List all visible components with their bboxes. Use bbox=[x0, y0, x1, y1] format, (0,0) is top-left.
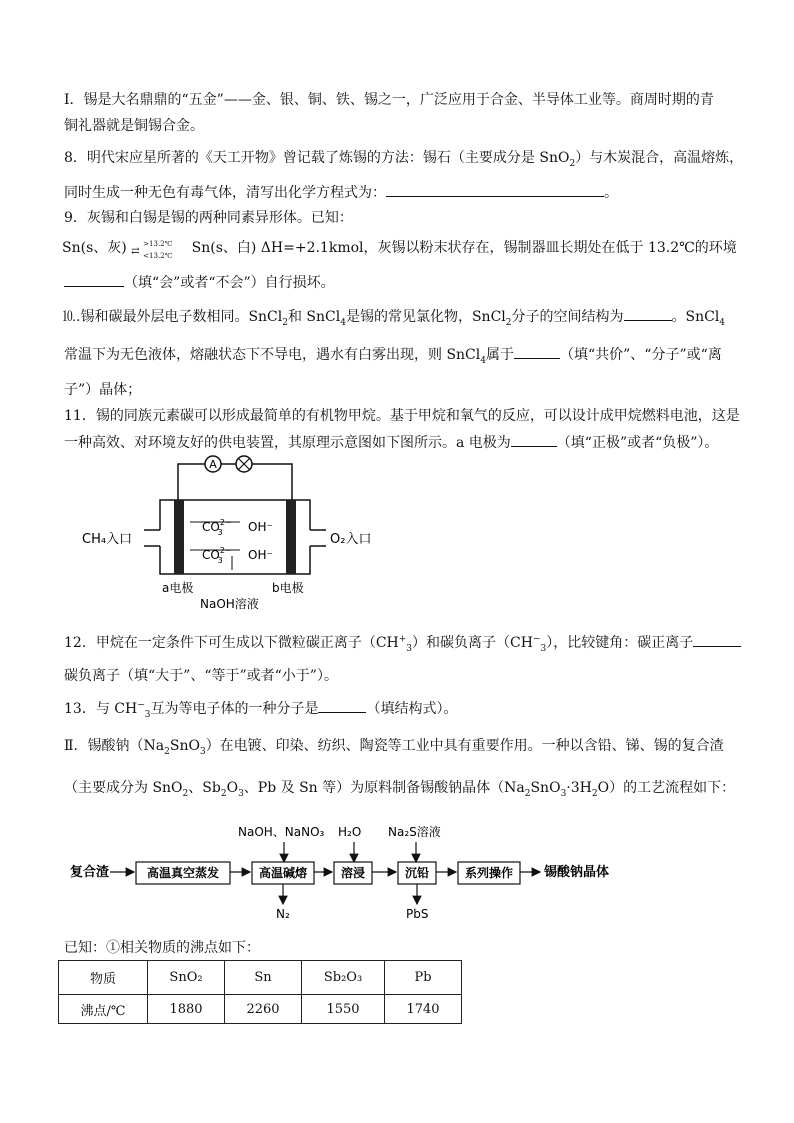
byproduct-n2: N₂ bbox=[276, 907, 290, 921]
subscript: 2 bbox=[569, 158, 576, 169]
circuit-wire-right bbox=[252, 464, 292, 500]
ion-oh-2: OH⁻ bbox=[248, 548, 273, 562]
q9-text: （填“会”或者“不会”）自行损坏。 bbox=[124, 275, 335, 291]
table-cell: SnO₂ bbox=[148, 961, 225, 995]
subscript: 3 bbox=[144, 709, 151, 720]
process-flow-diagram bbox=[66, 818, 666, 926]
q11-text: 一种高效、对环境友好的供电装置，其原理示意图如下图所示。a 电极为 bbox=[64, 435, 511, 451]
q12-line1 bbox=[64, 634, 741, 654]
q10-text: 是锡的常见氯化物，SnCl bbox=[345, 309, 506, 325]
answer-blank[interactable] bbox=[624, 308, 672, 321]
subscript: 2 bbox=[591, 788, 598, 799]
step5-label: 系列操作 bbox=[464, 866, 514, 880]
table-cell: 沸点/℃ bbox=[59, 995, 148, 1024]
fuel-cell-diagram bbox=[80, 452, 380, 612]
q12-text: ），比较键角：碳正离子 bbox=[546, 635, 694, 651]
byproduct-pbs: PbS bbox=[406, 907, 429, 921]
solution-label: NaOH溶液 bbox=[200, 597, 259, 611]
q10-text: 分子的空间结构为 bbox=[511, 309, 624, 325]
q11-text: （填“正极”或者“负极”）。 bbox=[556, 435, 719, 451]
answer-blank[interactable] bbox=[386, 184, 604, 197]
table-cell: 1880 bbox=[148, 995, 225, 1024]
subscript: 3 bbox=[199, 746, 206, 757]
flow-input: 复合渣 bbox=[70, 865, 110, 880]
section2-text: O bbox=[226, 780, 239, 796]
q10-text: （填“共价”、“分子”或“离 bbox=[559, 347, 722, 363]
q11-line2 bbox=[64, 434, 718, 451]
q9-line3 bbox=[64, 274, 335, 291]
reagent-water: H₂O bbox=[338, 825, 362, 839]
section2-text: 、Pb 及 Sn 等）为原料制备锡酸钠晶体（Na bbox=[243, 780, 525, 796]
q12-line2: 碳负离子（填“大于”、“等于”或者“小于”）。 bbox=[64, 668, 338, 684]
subscript: 3 bbox=[238, 788, 244, 799]
section2-text: SnO bbox=[169, 738, 200, 754]
q8-text: 同时生成一种无色有毒气体，清写出化学方程式为： bbox=[64, 185, 386, 201]
q10-text: 属于 bbox=[485, 347, 514, 363]
subscript: 3 bbox=[560, 788, 567, 799]
section2-text: Ⅱ．锡酸钠（Na bbox=[64, 738, 165, 754]
q8-text: 。 bbox=[604, 185, 618, 201]
section2-line2 bbox=[64, 780, 736, 799]
section1-line2: 铜礼器就是铜锡合金。 bbox=[64, 118, 204, 134]
q12-text: 12．甲烷在一定条件下可生成以下微粒碳正离子（CH bbox=[64, 635, 399, 651]
q10-line1 bbox=[62, 308, 726, 328]
known-label: 已知：①相关物质的沸点如下： bbox=[64, 940, 260, 956]
subscript: 4 bbox=[480, 355, 486, 366]
section2-text: 、Sb bbox=[188, 780, 221, 796]
electrode-a bbox=[174, 500, 184, 574]
superscript: + bbox=[398, 634, 407, 645]
ch4-inlet-label: CH₄入口 bbox=[82, 532, 133, 547]
subscript: 4 bbox=[719, 317, 726, 328]
o2-inlet-label: O₂入口 bbox=[330, 532, 372, 547]
q13-text: （填结构式）。 bbox=[366, 701, 458, 717]
q11-line1: 11．锡的同族元素碳可以形成最简单的有机物甲烷。基于甲烷和氧气的反应，可以设计成甲烷燃料电池，这是 bbox=[64, 408, 740, 424]
condition-bottom: <13.2℃ bbox=[143, 252, 173, 260]
q10-text: ⒑.锡和碳最外层电子数相同。SnCl bbox=[62, 309, 283, 325]
table-cell: 1550 bbox=[302, 995, 385, 1024]
ion-co3-1: $CO^{2-}$ 3 bbox=[202, 518, 232, 537]
table-header-row bbox=[59, 961, 462, 995]
q8-text: 8．明代宋应星所著的《天工开物》曾记载了炼锡的方法：锡石（主要成分是 SnO bbox=[64, 150, 570, 166]
superscript: − bbox=[532, 634, 541, 645]
q10-text: 常温下为无色液体，熔融状态下不导电，遇水有白雾出现，则 SnCl bbox=[64, 347, 481, 363]
equilibrium-arrow: ⇄ >13.2℃ <13.2℃ bbox=[131, 240, 187, 256]
subscript: 2 bbox=[220, 788, 227, 799]
ammeter-label: A bbox=[209, 458, 217, 471]
answer-blank[interactable] bbox=[514, 346, 560, 359]
q10-text: 。SnCl bbox=[671, 309, 720, 325]
answer-blank[interactable] bbox=[318, 700, 366, 713]
subscript: 4 bbox=[340, 317, 346, 328]
section1-line1: Ⅰ．锡是大名鼎鼎的“五金”——金、银、铜、铁、锡之一，广泛应用于合金、半导体工业等。商周时期的青 bbox=[64, 92, 714, 108]
section2-text: O）的工艺流程如下： bbox=[597, 780, 736, 796]
circuit-wire-left bbox=[178, 464, 205, 500]
answer-blank[interactable] bbox=[693, 634, 741, 647]
table-cell: 1740 bbox=[385, 995, 462, 1024]
superscript: − bbox=[137, 700, 145, 711]
table-row bbox=[59, 995, 462, 1024]
table-cell: Pb bbox=[385, 961, 462, 995]
q8-line2 bbox=[64, 184, 618, 201]
subscript: 3 bbox=[540, 643, 547, 654]
step4-label: 沉铅 bbox=[404, 866, 430, 880]
step1-label: 高温真空蒸发 bbox=[146, 866, 220, 880]
reactant: Sn(s、灰) bbox=[62, 240, 127, 256]
q13-text: 互为等电子体的一种分子是 bbox=[150, 701, 319, 717]
q13-line bbox=[64, 700, 458, 720]
q10-line2 bbox=[64, 346, 722, 366]
electrode-a-label: a电极 bbox=[162, 581, 194, 595]
q12-text: ）和碳负离子（CH bbox=[412, 635, 533, 651]
section2-text: ）在电镀、印染、纺织、陶瓷等工业中具有重要作用。一种以含铅、锑、锡的复合渣 bbox=[205, 738, 724, 754]
reagent-naoh-nano3: NaOH、NaNO₃ bbox=[238, 825, 325, 839]
q9-line1: 9．灰锡和白锡是锡的两种同素异形体。已知： bbox=[64, 210, 353, 226]
section2-line1 bbox=[64, 738, 724, 757]
section2-text: SnO bbox=[530, 780, 561, 796]
reagent-na2s: Na₂S溶液 bbox=[388, 825, 441, 839]
subscript: 2 bbox=[282, 317, 288, 328]
electrode-b bbox=[286, 500, 296, 574]
table-cell: Sb₂O₃ bbox=[302, 961, 385, 995]
table-cell: Sn bbox=[225, 961, 302, 995]
ion-oh-1: OH⁻ bbox=[248, 520, 273, 534]
q8-line1 bbox=[64, 150, 744, 169]
q13-text: 13．与 CH bbox=[64, 701, 138, 717]
table-cell: 2260 bbox=[225, 995, 302, 1024]
subscript: 2 bbox=[524, 788, 531, 799]
section2-text: ·3H bbox=[566, 780, 592, 796]
flow-output: 锡酸钠晶体 bbox=[544, 865, 610, 880]
subscript: 2 bbox=[182, 788, 189, 799]
q10-line3: 子”）晶体； bbox=[64, 382, 142, 398]
condition-top: >13.2℃ bbox=[143, 240, 173, 248]
subscript: 2 bbox=[505, 317, 512, 328]
table-cell: 物质 bbox=[59, 961, 148, 995]
q8-text: ）与木炭混合，高温熔炼， bbox=[575, 150, 744, 166]
electrode-b-label: b电极 bbox=[272, 581, 304, 595]
product-and-text: Sn(s、白) ΔH=+2.1kmol，灰锡以粉末状存在，锡制器皿长期处在低于 13.2℃的环境 bbox=[191, 240, 737, 256]
step3-label: 溶浸 bbox=[340, 866, 366, 880]
ion-co3-2: $CO^{2-}$ 3 bbox=[202, 546, 232, 565]
step2-label: 高温碱熔 bbox=[258, 866, 308, 880]
boiling-point-table bbox=[58, 960, 462, 1024]
section2-text: （主要成分为 SnO bbox=[64, 780, 183, 796]
answer-blank[interactable] bbox=[64, 274, 124, 287]
q10-text: 和 SnCl bbox=[287, 309, 341, 325]
q9-equation bbox=[62, 240, 737, 260]
answer-blank[interactable] bbox=[511, 434, 557, 447]
subscript: 3 bbox=[406, 643, 413, 654]
subscript: 2 bbox=[164, 746, 170, 757]
